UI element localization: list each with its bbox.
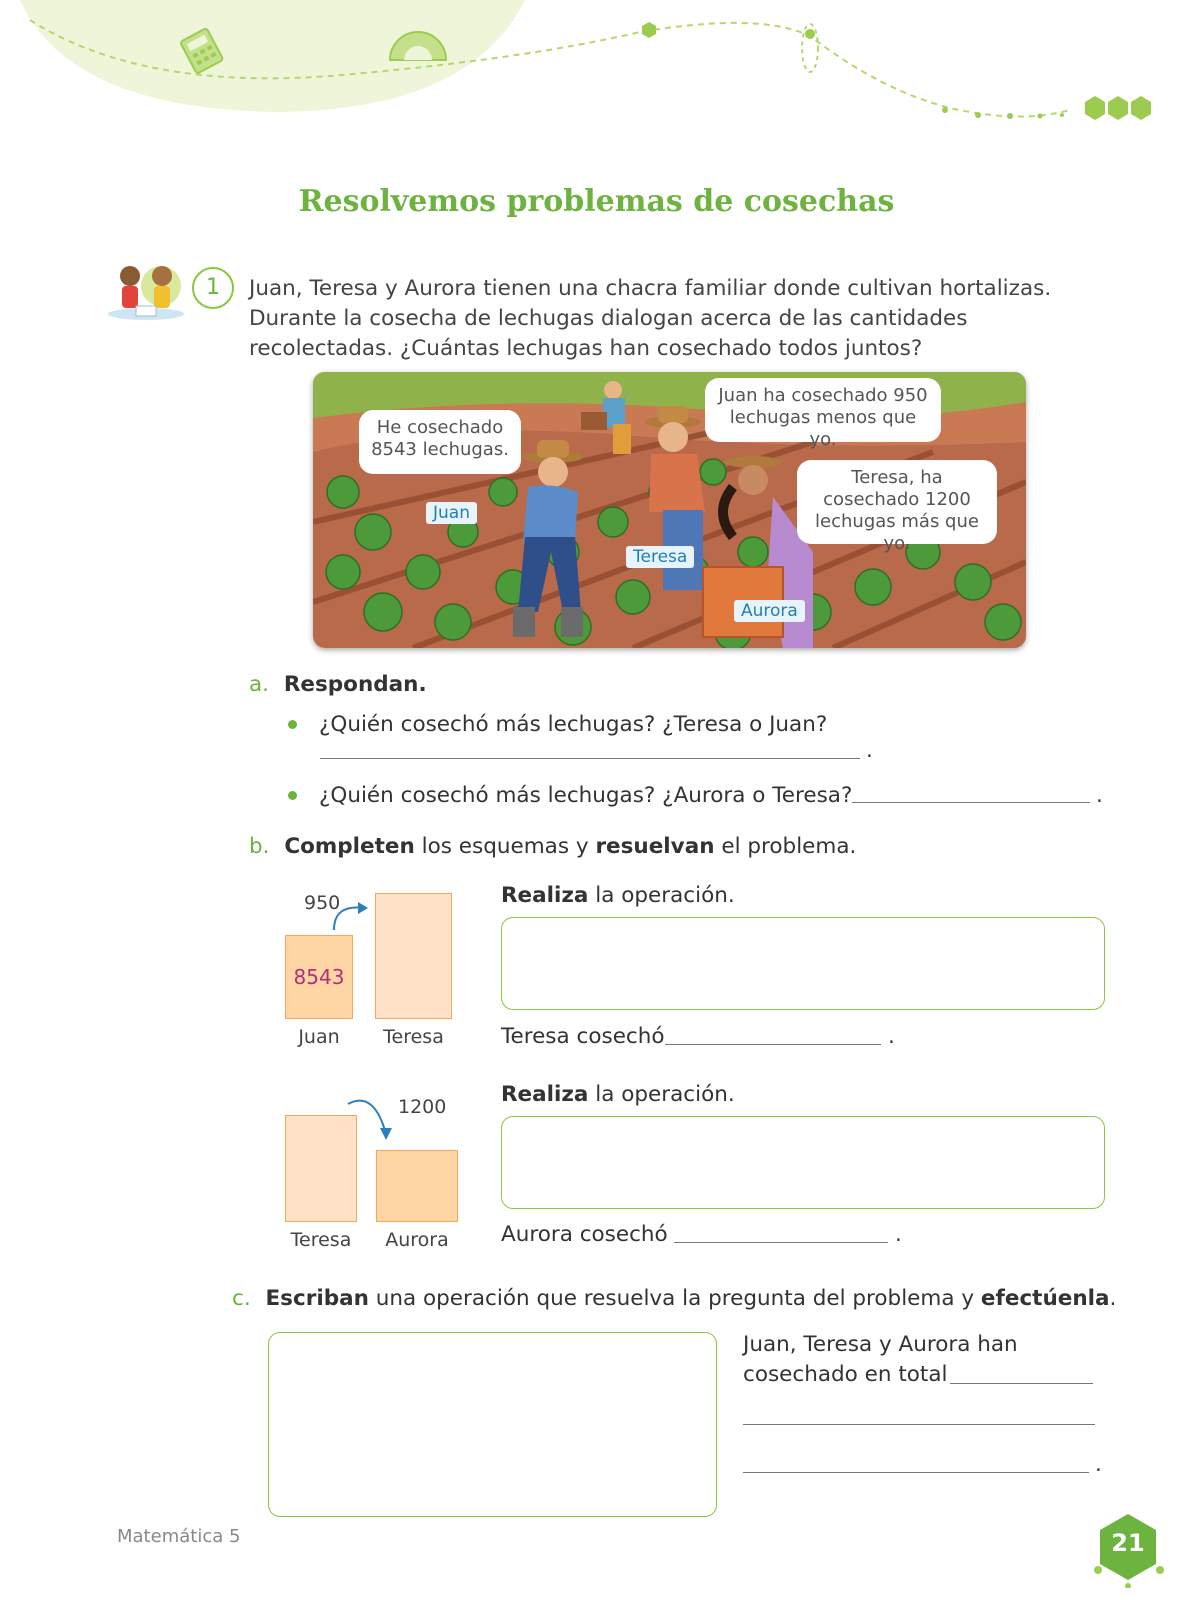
scheme1-bar-teresa[interactable]: [375, 893, 452, 1019]
part-b-bold-completen: Completen: [284, 834, 415, 859]
answer-line-a1[interactable]: [320, 758, 860, 759]
operation-box-2[interactable]: [501, 1116, 1105, 1209]
answer-text-b1: Teresa cosechó: [501, 1024, 665, 1049]
scheme2-label-teresa: Teresa: [290, 1229, 352, 1251]
part-b-text-end: el problema.: [714, 834, 857, 859]
scheme1-label-juan: Juan: [298, 1026, 340, 1048]
operation-box-1[interactable]: [501, 917, 1105, 1010]
page-title: Resolvemos problemas de cosechas: [298, 184, 895, 219]
arrow-icon: [330, 896, 374, 932]
part-c-bold-escriban: Escriban: [265, 1286, 369, 1311]
question-text: Juan, Teresa y Aurora tienen una chacra familiar donde cultivan hortalizas. Durante la cosecha de lechugas dialogan acerca de las cantidades recolectadas. ¿Cuántas lechugas han cosechado todos juntos?: [249, 276, 1052, 361]
scheme1-value-juan: 8543: [293, 965, 345, 989]
scheme2-label-aurora: Aurora: [385, 1229, 449, 1251]
answer-line-a2[interactable]: [852, 802, 1090, 803]
cube-icon: [642, 22, 656, 38]
part-b-heading: [249, 834, 856, 859]
part-c-text-mid: una operación que resuelva la pregunta del problema y: [368, 1286, 981, 1311]
answer-line-b1-period: .: [888, 1024, 895, 1049]
answer-line-c1[interactable]: [950, 1383, 1093, 1384]
part-b-letter: b.: [249, 834, 270, 859]
scheme2-diff-label: 1200: [398, 1096, 447, 1118]
operation-rest-2: la operación.: [588, 1082, 735, 1107]
operation-heading-1: [501, 883, 735, 908]
answer-line-b2[interactable]: [674, 1242, 888, 1243]
part-c-text-end: .: [1109, 1286, 1117, 1311]
speech-bubble-juan: He cosechado 8543 lechugas.: [359, 410, 521, 474]
question-number: 1: [192, 267, 234, 309]
part-a-heading: [249, 672, 427, 697]
name-tag-teresa: Teresa: [626, 546, 694, 568]
answer-line-c2[interactable]: [743, 1424, 1095, 1425]
operation-heading-2: [501, 1082, 735, 1107]
answer-line-b1[interactable]: [665, 1044, 881, 1045]
speech-bubble-teresa: Juan ha cosechado 950 lechugas menos que yo.: [705, 378, 941, 442]
part-b-bold-resuelvan: resuelvan: [595, 834, 715, 859]
name-tag-juan: Juan: [426, 502, 477, 524]
operation-bold-2: Realiza: [501, 1082, 589, 1107]
students-icon: [106, 258, 186, 326]
operation-rest-1: la operación.: [588, 883, 735, 908]
book-title: Matemática 5: [117, 1526, 241, 1547]
answer-text-b2: Aurora cosechó: [501, 1222, 668, 1247]
scheme1-label-teresa: Teresa: [383, 1026, 444, 1048]
scheme2-bar-teresa[interactable]: [285, 1115, 357, 1222]
answer-line-a2-period: .: [1096, 783, 1103, 808]
name-tag-aurora: Aurora: [734, 600, 805, 622]
speech-bubble-aurora: Teresa, ha cosechado 1200 lechugas más que yo.: [797, 460, 997, 544]
part-c-letter: c.: [232, 1286, 251, 1311]
part-c-bold-efectuenla: efectúenla: [980, 1286, 1110, 1311]
header-decoration: [0, 0, 1193, 140]
answer-line-c3[interactable]: [743, 1472, 1089, 1473]
bullet-icon: [288, 720, 297, 729]
question-a2: ¿Quién cosechó más lechugas? ¿Aurora o Teresa?: [319, 783, 853, 808]
answer-line-a1-period: .: [866, 738, 873, 763]
bullet-icon: [288, 791, 297, 800]
question-a1: ¿Quién cosechó más lechugas? ¿Teresa o Juan?: [319, 712, 828, 737]
part-b-text-mid: los esquemas y: [414, 834, 596, 859]
answer-line-b2-period: .: [895, 1222, 902, 1247]
part-a-instruction: Respondan.: [283, 672, 427, 697]
harvest-illustration: [313, 372, 1026, 648]
answer-line-c3-period: .: [1095, 1452, 1102, 1477]
part-a-letter: a.: [249, 672, 270, 697]
scheme1-diff-label: 950: [304, 892, 341, 914]
part-c-heading: [232, 1286, 1116, 1311]
scheme2-bar-aurora[interactable]: [376, 1150, 458, 1222]
operation-box-c[interactable]: [268, 1332, 717, 1517]
page-number: 21: [1111, 1529, 1145, 1557]
answer-text-c: Juan, Teresa y Aurora han cosechado en total: [743, 1332, 1018, 1387]
cubes-icon: [1085, 96, 1151, 120]
operation-bold-1: Realiza: [501, 883, 589, 908]
